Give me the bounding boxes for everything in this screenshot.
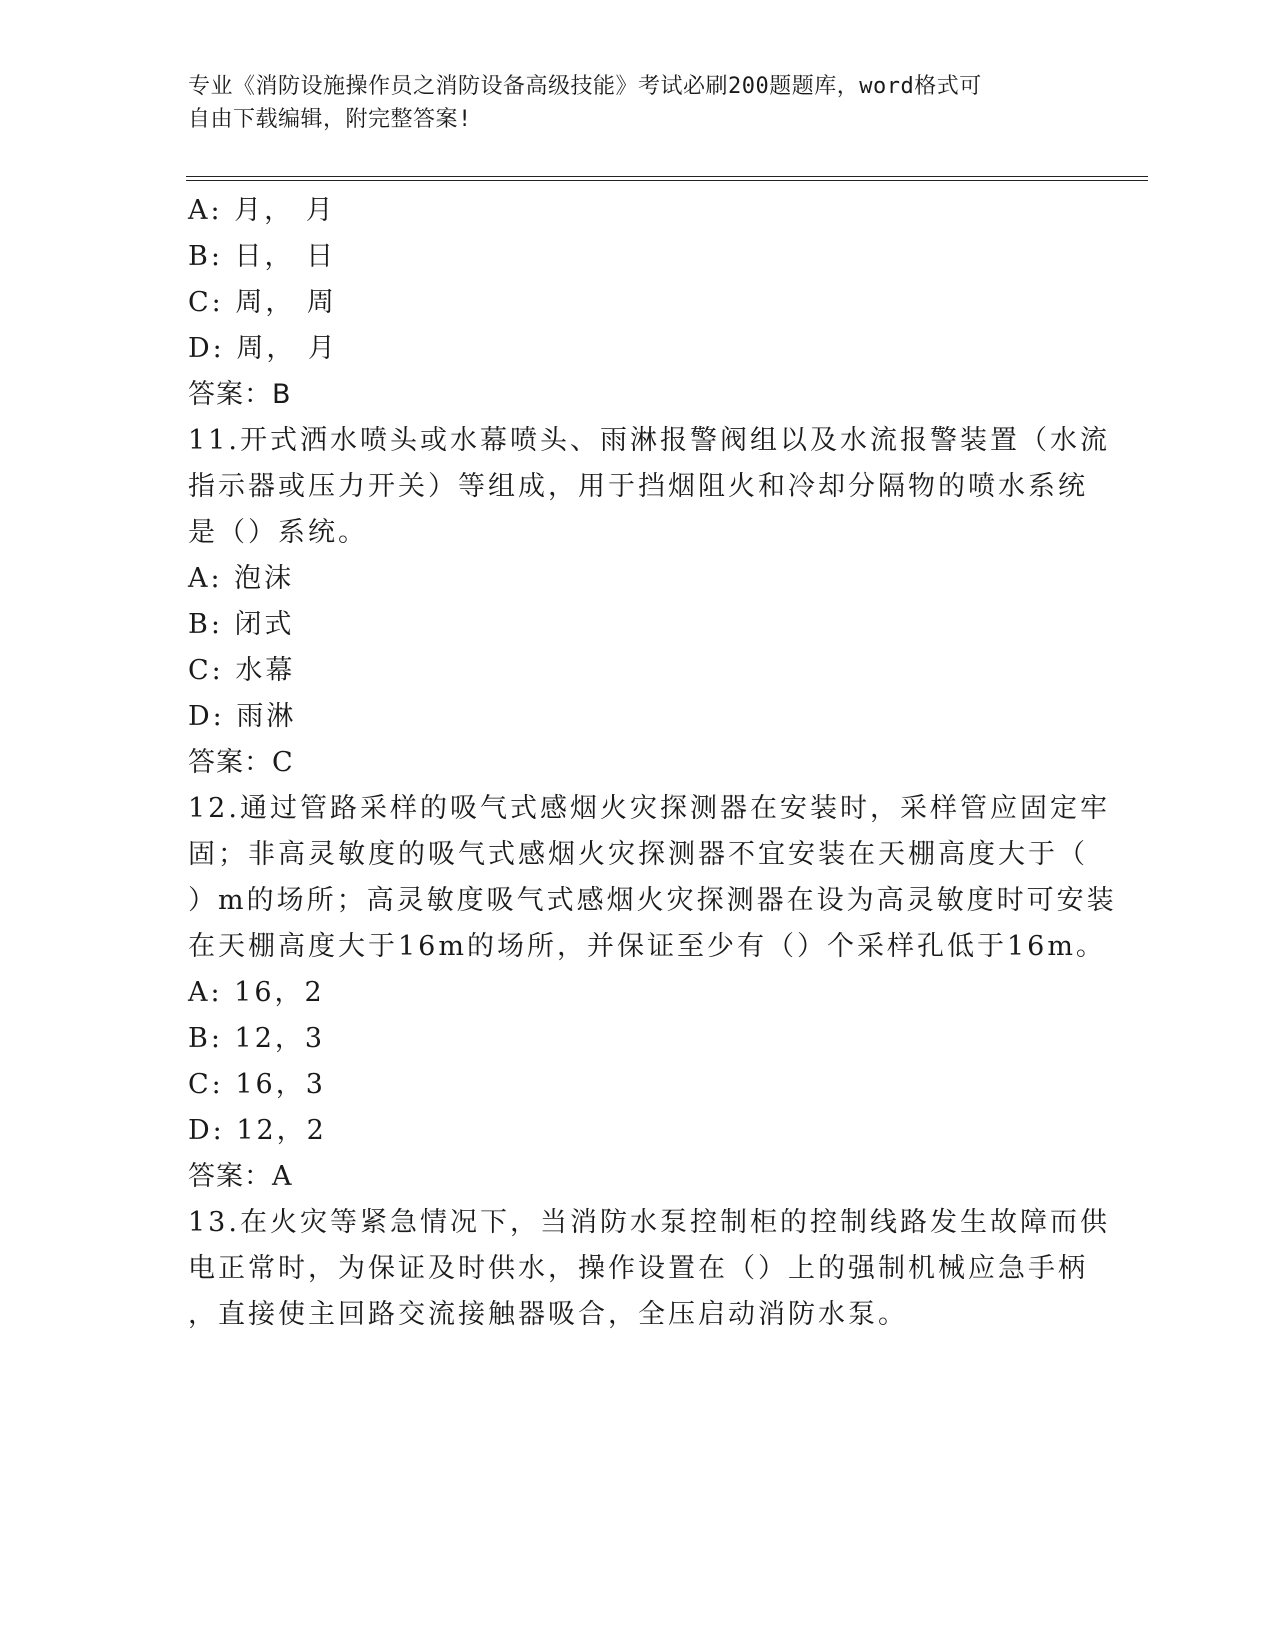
question-text-line: ）m的场所；高灵敏度吸气式感烟火灾探测器在设为高灵敏度时可安装 (188, 885, 1117, 916)
option-c: C: 16，3 (188, 1069, 326, 1100)
option-b: B: 日， 日 (188, 241, 337, 272)
question-text-line: ，直接使主回路交流接触器吸合，全压启动消防水泵。 (188, 1299, 908, 1330)
option-a: A: 16，2 (188, 977, 325, 1008)
option-d: D: 雨淋 (188, 701, 297, 732)
option-c: C: 水幕 (188, 655, 296, 686)
question-text-line: 固；非高灵敏度的吸气式感烟火灾探测器不宜安装在天棚高度大于（ (188, 839, 1088, 870)
header-line-1: 专业《消防设施操作员之消防设备高级技能》考试必刷200题题库，word格式可 (188, 74, 982, 99)
option-a: A: 月， 月 (188, 195, 336, 226)
document-body (188, 188, 1117, 1338)
option-b: B: 12，3 (188, 1023, 326, 1054)
question-11 (188, 418, 1110, 786)
document-header (188, 70, 1088, 136)
question-12 (188, 786, 1117, 1200)
option-c: C: 周， 周 (188, 287, 337, 318)
question-text-line: 指示器或压力开关）等组成，用于挡烟阻火和冷却分隔物的喷水系统 (188, 471, 1088, 502)
question-13 (188, 1200, 1110, 1338)
header-line-2: 自由下载编辑，附完整答案! (188, 107, 472, 132)
answer-line: 答案：B (188, 379, 292, 410)
answer-line: 答案：C (188, 747, 294, 778)
option-d: D: 周， 月 (188, 333, 338, 364)
option-b: B: 闭式 (188, 609, 295, 640)
question-text-line: 是（）系统。 (188, 517, 368, 548)
option-a: A: 泡沫 (188, 563, 295, 594)
question-10-tail (188, 188, 1088, 418)
option-d: D: 12，2 (188, 1115, 327, 1146)
question-text-line: 电正常时，为保证及时供水，操作设置在（）上的强制机械应急手柄 (188, 1253, 1088, 1284)
question-text-line: 12.通过管路采样的吸气式感烟火灾探测器在安装时，采样管应固定牢 (188, 793, 1110, 824)
header-divider (186, 176, 1148, 181)
question-text-line: 11.开式洒水喷头或水幕喷头、雨淋报警阀组以及水流报警装置（水流 (188, 425, 1110, 456)
question-text-line: 在天棚高度大于16m的场所，并保证至少有（）个采样孔低于16m。 (188, 931, 1106, 962)
question-text-line: 13.在火灾等紧急情况下，当消防水泵控制柜的控制线路发生故障而供 (188, 1207, 1110, 1238)
answer-line: 答案：A (188, 1161, 293, 1192)
